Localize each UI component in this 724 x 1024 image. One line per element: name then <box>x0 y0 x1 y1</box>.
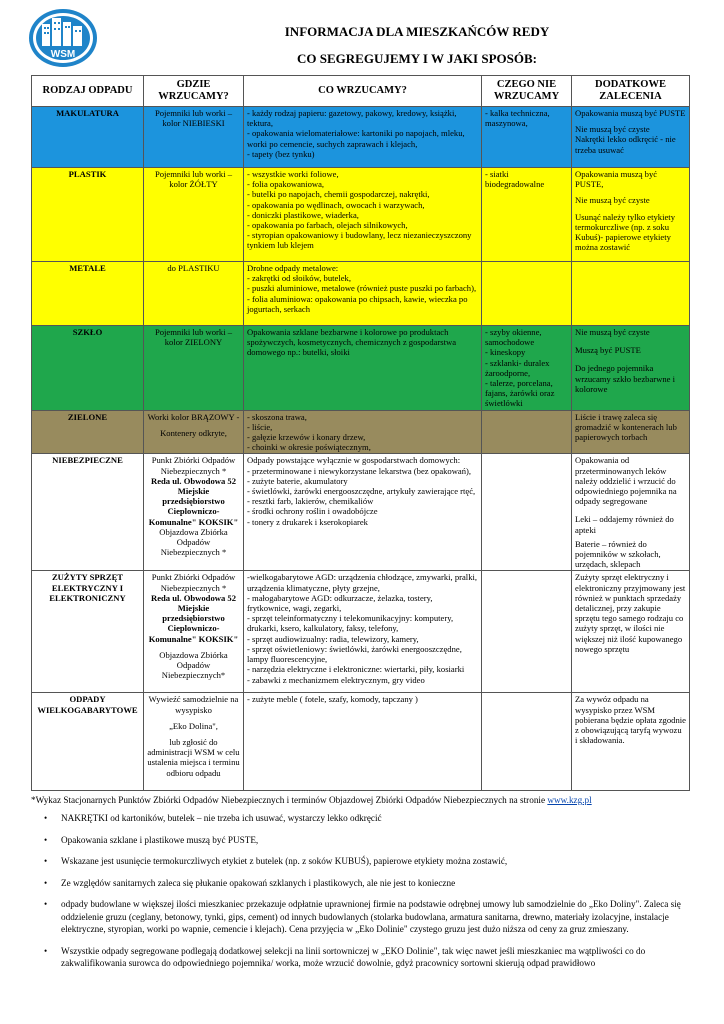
what-item: - zabawki z mechanizmem elektrycznym, gry video <box>247 674 425 685</box>
extra-item: Usunąć należy tylko etykiety termokurczliwe (np. z soku Kubuś)- papierowe etykiety można zostawić <box>575 211 675 253</box>
extra-item: Opakowania muszą być PUSTE, <box>575 169 658 190</box>
extra-item: Nie muszą być czyste <box>575 124 650 135</box>
what-cell <box>244 410 482 454</box>
where-text: Miejskie przedsiębiorstwo Cieplowniczo-Komunalne" KOKSIK" <box>148 486 239 527</box>
what-item: - sprzęt oświetleniowy: świetlówki, żarówki energooszczędne, lampy fluorescencyjne, <box>247 643 462 665</box>
footnote <box>31 795 592 805</box>
where-text: Objazdowa Zbiórka Odpadów Niebezpiecznych* <box>159 649 228 681</box>
what-item: - puszki aluminiowe, metalowe (również puste puszki po farbach), <box>247 283 477 294</box>
what-item: - zakrętki od słoików, butelek, <box>247 273 351 284</box>
column-header: RODZAJ ODPADU <box>32 76 144 107</box>
not-cell <box>482 262 572 326</box>
where-cell <box>144 693 244 791</box>
not-cell <box>482 410 572 454</box>
not-cell <box>482 454 572 571</box>
extra-cell <box>572 410 690 454</box>
where-text: Pojemniki lub worki – kolor ZIELONY <box>154 327 233 348</box>
extra-cell <box>572 107 690 168</box>
extra-cell <box>572 571 690 693</box>
where-text: Punkt Zbiórki Odpadów Niebezpiecznych * <box>151 572 236 593</box>
extra-item: Do jednego pojemnika wrzucamy szkło bezbarwne i kolorowe <box>575 363 675 394</box>
not-cell <box>482 107 572 168</box>
column-header: GDZIE WRZUCAMY? <box>144 76 244 107</box>
where-text: Objazdowa Zbiórka Odpadów Niebezpiecznych * <box>159 526 228 558</box>
what-item: - świetlówki, żarówki energooszczędne, artykuły zawierające rtęć, <box>247 486 476 497</box>
what-cell <box>244 262 482 326</box>
what-item: - skoszona trawa, <box>247 411 307 422</box>
what-item: - liście, <box>247 421 273 432</box>
where-text: lub zgłosić do administracji WSM w celu ustalenia miejsca i terminu odbioru odpadu <box>147 737 240 778</box>
extra-item: Nie muszą być czyste <box>575 327 650 337</box>
what-cell <box>244 454 482 571</box>
what-item: - zużyte baterie, akumulatory <box>247 475 348 486</box>
footnote-link[interactable]: www.kzg.pl <box>547 795 592 805</box>
where-cell <box>144 454 244 571</box>
extra-item: Baterie – również do pojemników w szkołach, urzędach, sklepach <box>575 538 661 570</box>
list-item: • NAKRĘTKI od kartoników, butelek – nie trzeba ich usuwać, wystarczy lekko odkręcić <box>31 812 691 825</box>
extra-item: Nie muszą być czyste <box>575 195 650 206</box>
where-text: „Eko Dolina", <box>169 720 218 731</box>
what-item: - tapety (bez tynku) <box>247 148 315 159</box>
what-item: - każdy rodzaj papieru: gazetowy, pakowy, kredowy, książki, tektura, <box>247 108 457 129</box>
what-item: - gałęzie krzewów i konary drzew, <box>247 432 366 443</box>
where-cell <box>144 326 244 411</box>
where-cell <box>144 571 244 693</box>
what-cell <box>244 571 482 693</box>
what-item: Opakowania szklane bezbarwne i kolorowe po produktach spożywczych, kosmetycznych, chemicznych z gospodarstwa domowego np.: butelki, słoiki <box>247 327 457 358</box>
what-cell <box>244 107 482 168</box>
what-item: - tonery z drukarek i kserokopiarek <box>247 516 368 527</box>
what-item: - doniczki plastikowe, wiaderka, <box>247 209 359 220</box>
extra-item: Opakowania od przeterminowanych leków należy oddzielić i wrzucić do odpowiedniego pojemnika na odpady segregowane <box>575 455 677 507</box>
what-item: - zużyte meble ( fotele, szafy, komody, tapczany ) <box>247 694 418 705</box>
extra-item: Za wywóz odpadu na wysypisko przez WSM pobierana będzie opłata zgodnie z obowiązującą taryfą wywozu i składowania. <box>575 694 686 746</box>
where-cell <box>144 107 244 168</box>
list-item: • Wszystkie odpady segregowane podlegają dodatkowej selekcji na linii sortowniczej w „EKO Dolinie", tak więc nawet jeśli mieszkaniec ma wątpliwości co do zakwalifikowania surowca do odpowiedniego pojemnika/ worka, może wrzucić dowolnie, gdyż pracownicy sortowni skierują odpad prawidłowo <box>31 945 691 970</box>
table-row <box>32 168 690 262</box>
not-item: - kineskopy <box>485 347 526 358</box>
not-item: - szyby okienne, samochodowe <box>485 327 542 348</box>
not-item: - talerze, porcelana, fajans, żarówki oraz świetlówki <box>485 378 555 409</box>
what-item: - sprzęt audiowizualny: radia, telewizory, kamery, <box>247 633 419 644</box>
extra-cell <box>572 262 690 326</box>
what-item: - opakowania po wędlinach, owocach i warzywach, <box>247 199 425 210</box>
waste-kind: MAKULATURA <box>32 107 144 168</box>
waste-kind: METALE <box>32 262 144 326</box>
extra-item: Muszą być PUSTE <box>575 345 641 356</box>
where-text: Wywieźć samodzielnie na wysypisko <box>148 694 239 715</box>
list-item: • odpady budowlane w większej ilości mieszkaniec przekazuje odpłatnie uprawnionej firmie na podstawie odrębnej umowy lub samodzielnie do „Eko Doliny". Zaleca się oddzielenie gruzu (ceglany, betonowy, tynki, gips, cement) od innych budowlanych (stolarka budowlana, armatura sanitarna, drewno, materiały izolacyjne, instalacje elektryczne, styropian, worki po wapnie, cemencie i klejach). Cena przyjęcia w „Eko Dolinie" czystego gruzu jest dużo niższa od ceny za gruz zmieszany. <box>31 898 691 936</box>
what-item: - folia opakowaniowa, <box>247 179 325 190</box>
where-cell <box>144 262 244 326</box>
where-text: Reda ul. Obwodowa 52 <box>151 592 236 603</box>
what-item: - folia aluminiowa: opakowania po chipsach, kawie, wieczka po jogurtach, serkach <box>247 293 468 314</box>
what-cell <box>244 693 482 791</box>
list-item: • Ze względów sanitarnych zaleca się płukanie opakowań szklanych i plastikowych, ale nie jest to konieczne <box>31 877 691 890</box>
where-text: do PLASTIKU <box>167 263 220 273</box>
what-item: - opakowania po farbach, olejach silnikowych, <box>247 220 408 231</box>
extra-item: Liście i trawę zaleca się gromadzić w kontenerach lub papierowych torbach <box>575 411 677 443</box>
extra-item: Zużyty sprzęt elektryczny i elektroniczny przyjmowany jest również w punktach sprzedaży detalicznej, przy zakupie sprzętu tego samego rodzaju co zużyty sprzęt, w ilości nie większej niż ilość kupowanego nowego sprzętu <box>575 572 686 654</box>
not-item: - kalka techniczna, maszynowa, <box>485 108 550 129</box>
column-header: CZEGO NIE WRZUCAMY <box>482 76 572 107</box>
where-text: Miejskie przedsiębiorstwo Cieplowniczo-Komunalne" KOKSIK" <box>148 603 239 644</box>
what-item: - narzędzia elektryczne i elektroniczne: wiertarki, piły, kosiarki <box>247 664 465 675</box>
table-row <box>32 693 690 791</box>
waste-kind: ZIELONE <box>32 410 144 454</box>
page-subtitle: CO SEGREGUJEMY I W JAKI SPOSÓB: <box>297 51 537 66</box>
what-item: - butelki po napojach, chemii gospodarczej, nakrętki, <box>247 189 430 200</box>
what-item: - sprzęt teleinformatyczny i telekomunikacyjny: komputery, drukarki, ksero, kalkulatory, faksy, telefony, <box>247 613 454 634</box>
where-text: Pojemniki lub worki – kolor ŻÓŁTY <box>154 169 233 190</box>
not-cell <box>482 326 572 411</box>
what-item: - styropian opakowaniowy i budowlany, lecz niezanieczyszczony tynkiem lub klejem <box>247 230 472 251</box>
not-item: - siatki biodegradowalne <box>485 169 545 190</box>
what-item: Drobne odpady metalowe: <box>247 263 339 273</box>
what-cell <box>244 326 482 411</box>
extra-item: Nakrętki lekko odkręcić - nie trzeba usuwać <box>575 134 676 155</box>
what-cell <box>244 168 482 262</box>
what-item: - choinki w okresie poświątecznym, <box>247 442 371 453</box>
where-text: Worki kolor BRĄZOWY - <box>147 411 240 422</box>
table-row <box>32 262 690 326</box>
page-title: INFORMACJA DLA MIESZKAŃCÓW REDY <box>284 24 550 39</box>
not-cell <box>482 693 572 791</box>
table-row <box>32 571 690 693</box>
extra-cell <box>572 693 690 791</box>
where-cell <box>144 410 244 454</box>
extra-item: Opakowania muszą być PUSTE <box>575 108 686 118</box>
waste-kind: SZKŁO <box>32 326 144 411</box>
table-row <box>32 454 690 571</box>
footnote-text: *Wykaz Stacjonarnych Punktów Zbiórki Odpadów Niebezpiecznych i terminów Objazdowej Zbiórki Odpadów Niebezpiecznych na stronie <box>31 795 548 805</box>
table-row <box>32 107 690 168</box>
what-item: - środki ochrony roślin i owadobójcze <box>247 506 378 517</box>
extra-cell <box>572 326 690 411</box>
where-text: Kontenery odkryte, <box>160 427 227 438</box>
what-item: - wszystkie worki foliowe, <box>247 169 339 179</box>
what-item: - małogabarytowe AGD: odkurzacze, żelazka, tostery, frytkownice, wagi, zegarki, <box>247 592 433 614</box>
where-text: Reda ul. Obwodowa 52 <box>151 475 236 486</box>
table-row <box>32 326 690 411</box>
waste-kind: ODPADY WIELKOGABARYTOWE <box>32 693 144 791</box>
extra-cell <box>572 168 690 262</box>
what-item: - przeterminowane i niewykorzystane lekarstwa (bez opakowań), <box>247 465 472 476</box>
not-item: - szklanki- duralex żaroodporne, <box>485 357 550 378</box>
what-item: - opakowania wielomateriałowe: kartoniki po napojach, mleku, worki po cemencie, suchych zaprawach i klejach, <box>247 128 465 149</box>
not-cell <box>482 571 572 693</box>
notes-list <box>31 812 691 979</box>
extra-cell <box>572 454 690 571</box>
column-header: CO WRZUCAMY? <box>244 76 482 107</box>
column-header: DODATKOWE ZALECENIA <box>572 76 690 107</box>
not-cell <box>482 168 572 262</box>
where-text: Pojemniki lub worki – kolor NIEBIESKI <box>154 108 233 129</box>
waste-kind: ZUŻYTY SPRZĘT ELEKTRYCZNY I ELEKTRONICZNY <box>32 571 144 693</box>
extra-item: Leki – oddajemy również do apteki <box>575 514 674 535</box>
what-item: - resztki farb, lakierów, chemikaliów <box>247 496 374 507</box>
what-item: Odpady powstające wyłącznie w gospodarstwach domowych: <box>247 455 461 466</box>
list-item: • Wskazane jest usunięcie termokurczliwych etykiet z butelek (np. z soków KUBUŚ), papierowe etykiety można zostawić, <box>31 855 691 868</box>
where-text: Punkt Zbiórki Odpadów Niebezpiecznych * <box>151 455 236 476</box>
waste-kind: PLASTIK <box>32 168 144 262</box>
wsm-logo-text: WSM <box>50 49 76 60</box>
table-row <box>32 410 690 454</box>
table-header-row <box>32 76 690 107</box>
waste-sorting-table <box>31 75 690 791</box>
what-item: -wielkogabarytowe AGD: urządzenia chłodzące, zmywarki, pralki, urządzenia klimatyczne, płyty grzejne, <box>247 572 478 593</box>
where-cell <box>144 168 244 262</box>
waste-kind: NIEBEZPIECZNE <box>32 454 144 571</box>
list-item: • Opakowania szklane i plastikowe muszą być PUSTE, <box>31 834 691 847</box>
